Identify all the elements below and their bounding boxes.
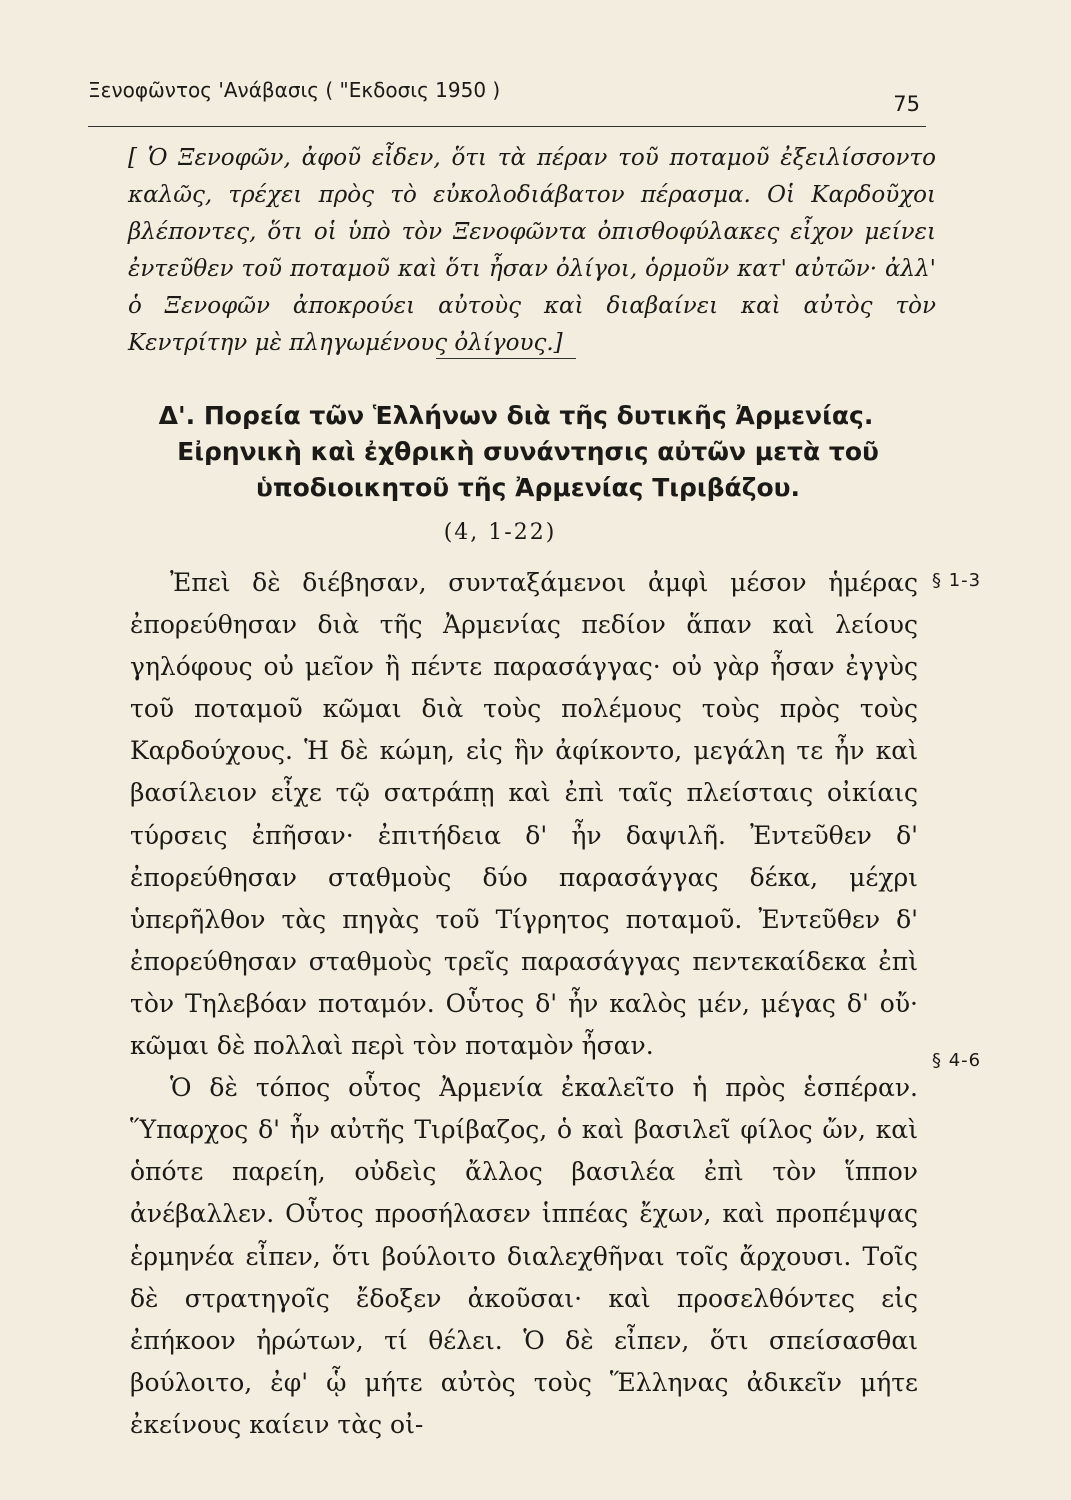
header-rule: [88, 126, 926, 127]
section-heading: [128, 398, 928, 506]
running-title: Ξενοφῶντος 'Ανάβασις ( "Εκδοσις 1950 ): [88, 78, 501, 102]
section-heading-line-2: Εἰρηνικὴ καὶ ἐχθρικὴ συνάντησις αὐτῶν μετὰ τοῦ: [177, 437, 879, 466]
section-heading-line-3: ὑποδιοικητοῦ τῆς Ἀρμενίας Τιριβάζου.: [255, 473, 801, 502]
section-heading-line-1: Δ'. Πορεία τῶν Ἑλλήνων διὰ τῆς δυτικῆς Ἀρμενίας.: [158, 401, 874, 430]
greek-text: [130, 562, 918, 1446]
margin-ref-2: § 4-6: [932, 1050, 982, 1071]
section-divider: [436, 358, 576, 359]
page-number: 75: [893, 92, 920, 116]
passage-reference: (4, 1-22): [443, 520, 557, 545]
margin-ref-1: § 1-3: [932, 570, 982, 591]
paragraph-1: Ἐπεὶ δὲ διέβησαν, συνταξάμενοι ἀμφὶ μέσον ἡμέρας ἐπορεύθησαν διὰ τῆς Ἀρμενίας πεδίον ἅπαν καὶ λείους γηλόφους οὐ μεῖον ἢ πέντε παρασάγγας· οὐ γὰρ ἦσαν ἐγγὺς τοῦ ποταμοῦ κῶμαι διὰ τοὺς πολέμους τοὺς πρὸς τοὺς Καρδούχους. Ἡ δὲ κώμη, εἰς ἣν ἀφίκοντο, μεγάλη τε ἦν καὶ βασίλειον εἶχε τῷ σατράπῃ καὶ ἐπὶ ταῖς πλείσταις οἰκίαις τύρσεις ἐπῆσαν· ἐπιτήδεια δ' ἦν δαψιλῆ. Ἐντεῦθεν δ' ἐπορεύθησαν σταθμοὺς δύο παρασάγγας δέκα, μέχρι ὑπερῆλθον τὰς πηγὰς τοῦ Τίγρητος ποταμοῦ. Ἐντεῦθεν δ' ἐπορεύθησαν σταθμοὺς τρεῖς παρασάγγας πεντεκαίδεκα ἐπὶ τὸν Τηλεβόαν ποταμόν. Οὗτος δ' ἦν καλὸς μέν, μέγας δ' οὔ· κῶμαι δὲ πολλαὶ περὶ τὸν ποταμὸν ἦσαν.: [130, 568, 918, 1061]
paragraph-2: Ὁ δὲ τόπος οὗτος Ἀρμενία ἐκαλεῖτο ἡ πρὸς ἑσπέραν. Ὕπαρχος δ' ἦν αὐτῆς Τιρίβαζος, ὁ καὶ βασιλεῖ φίλος ὤν, καὶ ὁπότε παρείη, οὐδεὶς ἄλλος βασιλέα ἐπὶ τὸν ἵππον ἀνέβαλλεν. Οὗτος προσήλασεν ἱππέας ἔχων, καὶ προπέμψας ἑρμηνέα εἶπεν, ὅτι βούλοιτο διαλεχθῆναι τοῖς ἄρχουσι. Τοῖς δὲ στρατηγοῖς ἔδοξεν ἀκοῦσαι· καὶ προσελθόντες εἰς ἐπήκοον ἠρώτων, τί θέλει. Ὁ δὲ εἶπεν, ὅτι σπείσασθαι βούλοιτο, ἐφ' ᾧ μήτε αὐτὸς τοὺς Ἕλληνας ἀδικεῖν μήτε ἐκείνους καίειν τὰς οἰ-: [130, 1073, 918, 1439]
summary-note: [ Ὁ Ξενοφῶν, ἀφοῦ εἶδεν, ὅτι τὰ πέραν τοῦ ποταμοῦ ἐξειλίσσοντο καλῶς, τρέχει πρὸς τὸ εὐκολοδιάβατον πέρασμα. Οἱ Καρδοῦχοι βλέποντες, ὅτι οἱ ὑπὸ τὸν Ξενοφῶντα ὀπισθοφύλακες εἶχον μείνει ἐντεῦθεν τοῦ ποταμοῦ καὶ ὅτι ἦσαν ὀλίγοι, ὁρμοῦν κατ' αὐτῶν· ἀλλ' ὁ Ξενοφῶν ἀποκρούει αὐτοὺς καὶ διαβαίνει καὶ αὐτὸς τὸν Κεντρίτην μὲ πληγωμένους ὀλίγους.]: [128, 145, 936, 356]
running-header: [88, 72, 924, 116]
